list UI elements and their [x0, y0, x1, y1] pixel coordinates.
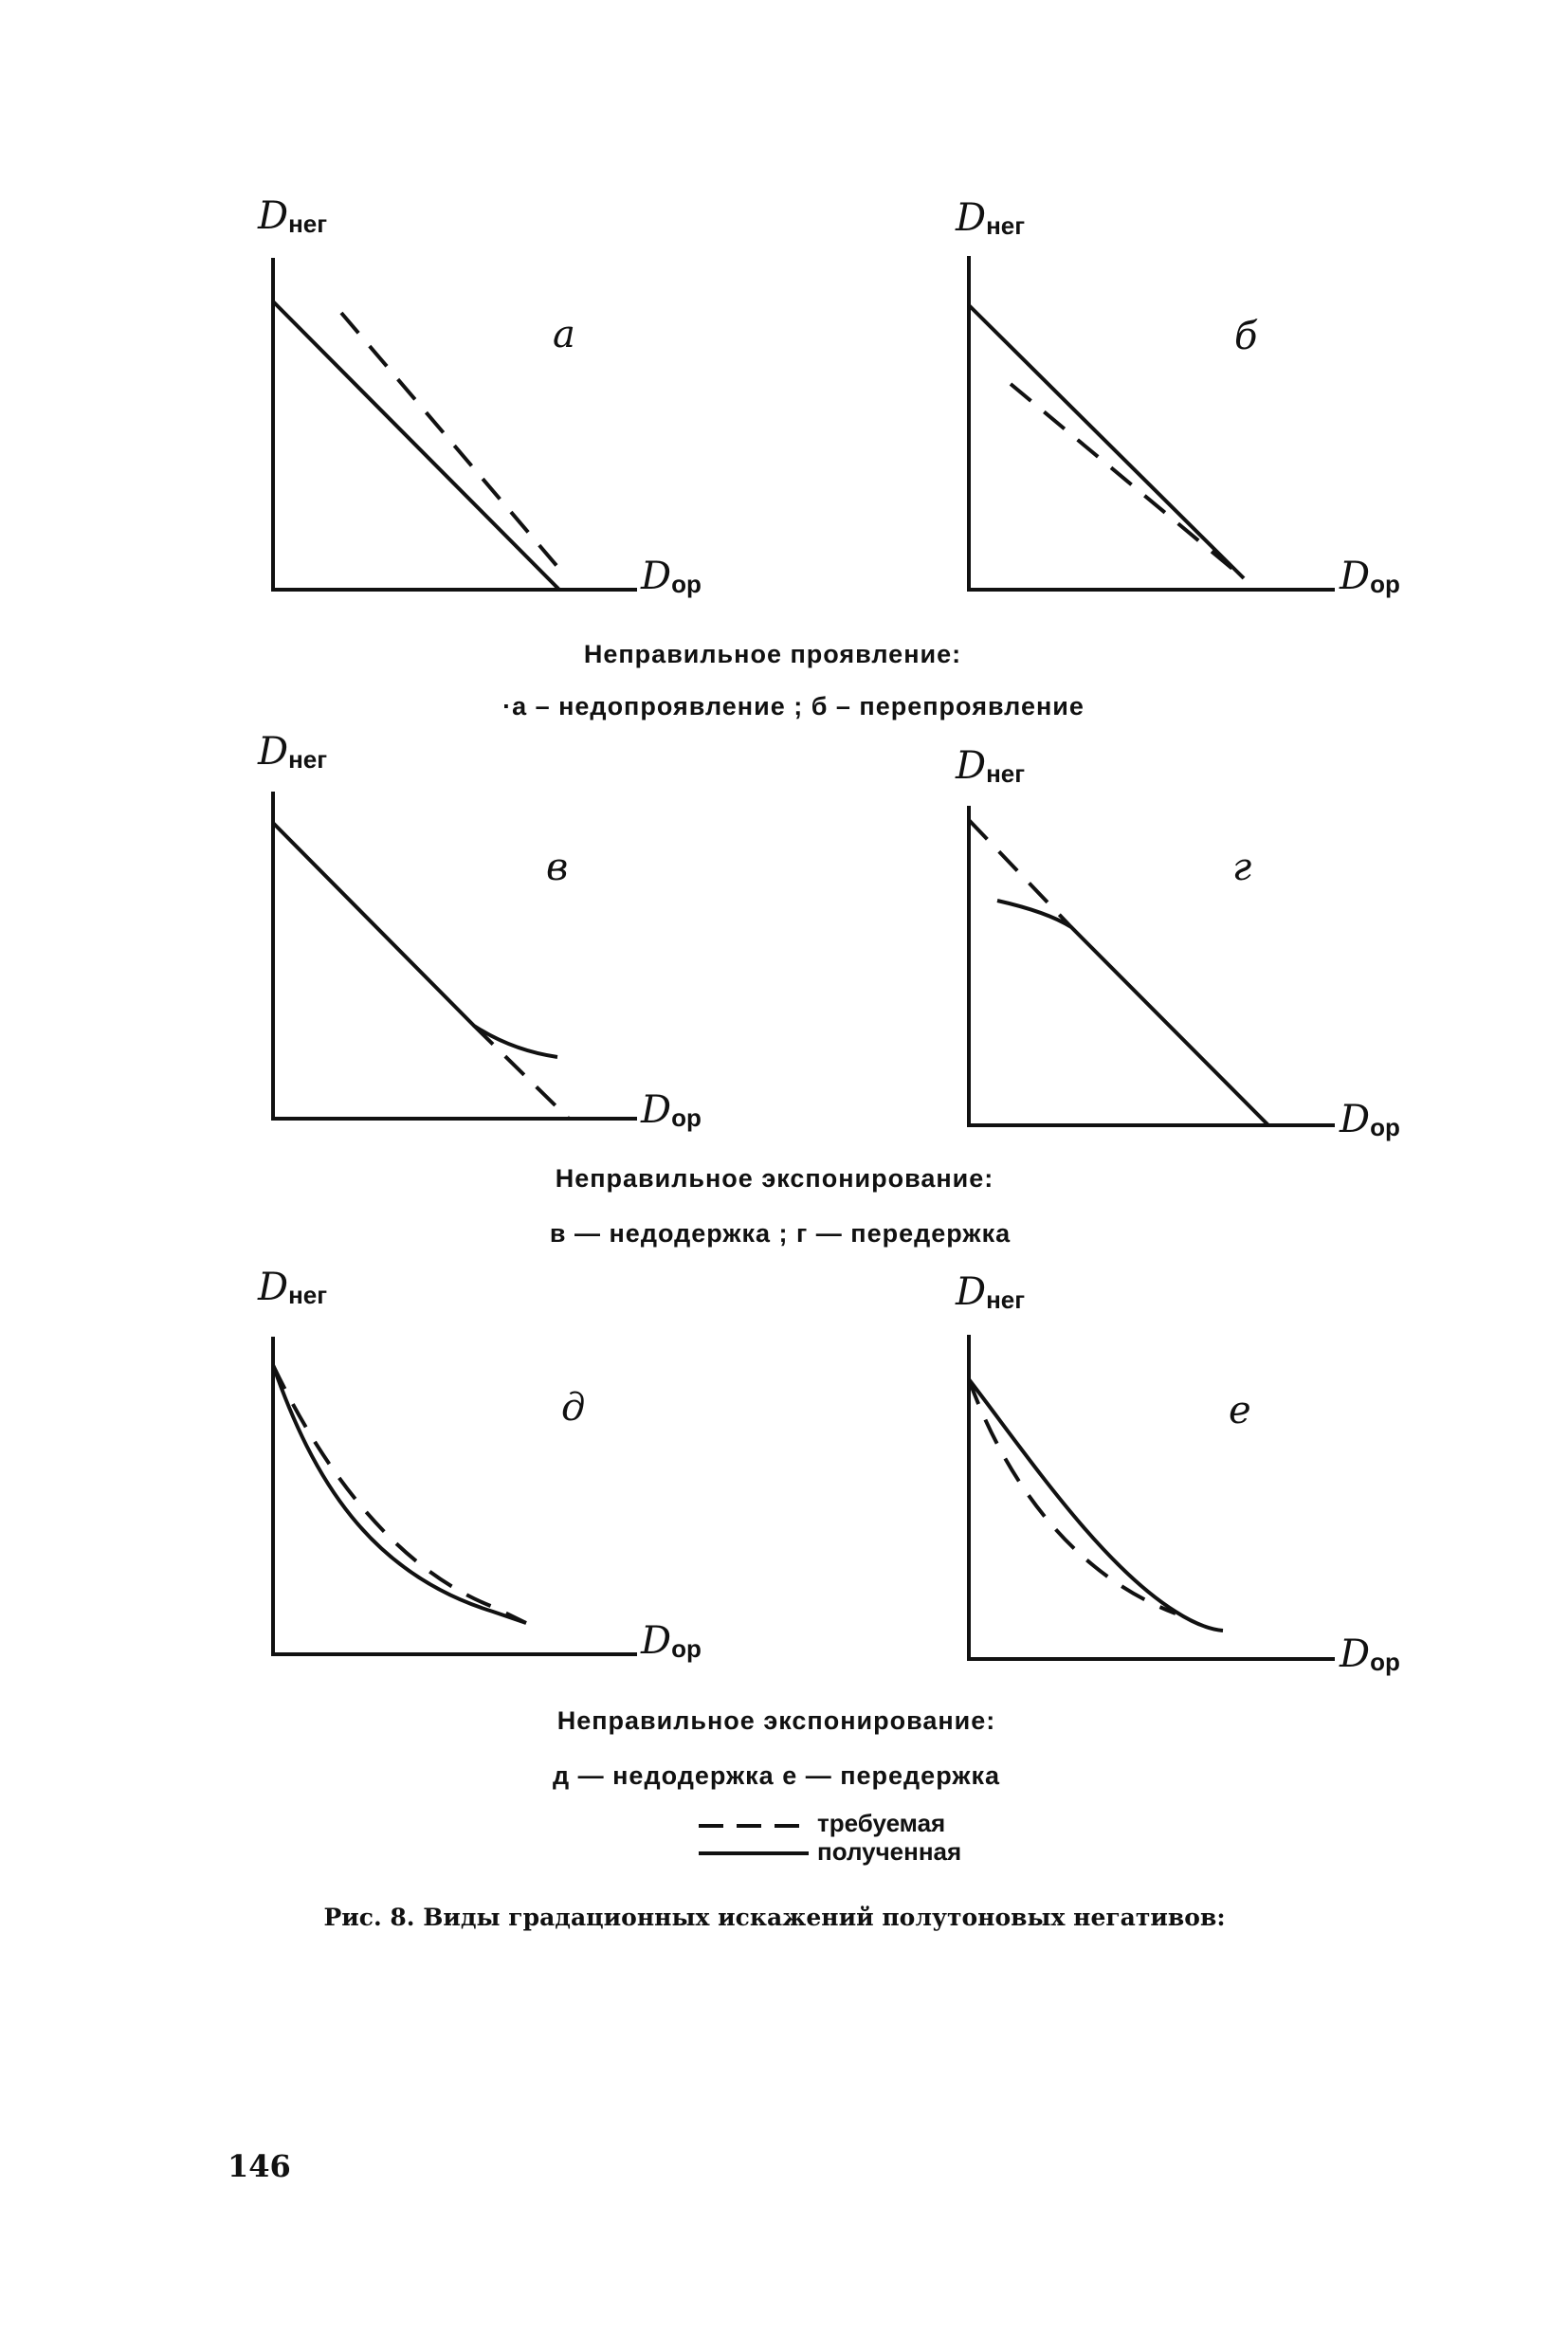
required-line [969, 1379, 1176, 1614]
x-axis-label: Dор [1340, 1098, 1400, 1141]
y-axis-label: Dнег [258, 1266, 328, 1309]
caption-group3-title: Неправильное экспонирование: [556, 1706, 996, 1735]
y-axis-label: Dнег [956, 744, 1026, 788]
panel-letter: в [546, 846, 569, 889]
caption-group2-desc: в — недодержка ; г — передержка [549, 1219, 1012, 1248]
x-axis-label: Dор [1340, 1632, 1400, 1676]
panel-letter: г [1232, 846, 1252, 889]
panel-letter: д [561, 1386, 586, 1430]
legend-required-label: требуемая [817, 1809, 946, 1837]
axes-lines [969, 1335, 1335, 1659]
x-axis-label: Dор [641, 555, 702, 598]
figure-caption: Рис. 8. Виды градационных искажений полутоновых негативов: [323, 1904, 1226, 1931]
page-number: 146 [228, 2148, 291, 2184]
panel-letter: е [1229, 1389, 1251, 1432]
y-axis-label: Dнег [258, 730, 328, 774]
legend-swatches [697, 1813, 811, 1869]
caption-group2-title: Неправильное экспонирование: [555, 1164, 994, 1193]
obtained-line [969, 1379, 1223, 1631]
legend-obtained-label: полученная [817, 1837, 962, 1866]
panel-letter: а [553, 313, 575, 356]
caption-group1-title: Неправильное проявление: [583, 640, 962, 668]
x-axis-label: Dор [641, 1088, 702, 1132]
y-axis-label: Dнег [258, 194, 328, 238]
caption-group3-desc: д — недодержка е — передержка [552, 1761, 1001, 1790]
x-axis-label: Dор [641, 1619, 702, 1663]
caption-group1-desc: ·а – недопроявление ; б – перепроявление [502, 692, 1085, 720]
y-axis-label: Dнег [956, 1270, 1026, 1314]
y-axis-label: Dнег [956, 196, 1026, 240]
x-axis-label: Dор [1340, 555, 1400, 598]
panel-letter: б [1234, 315, 1258, 358]
